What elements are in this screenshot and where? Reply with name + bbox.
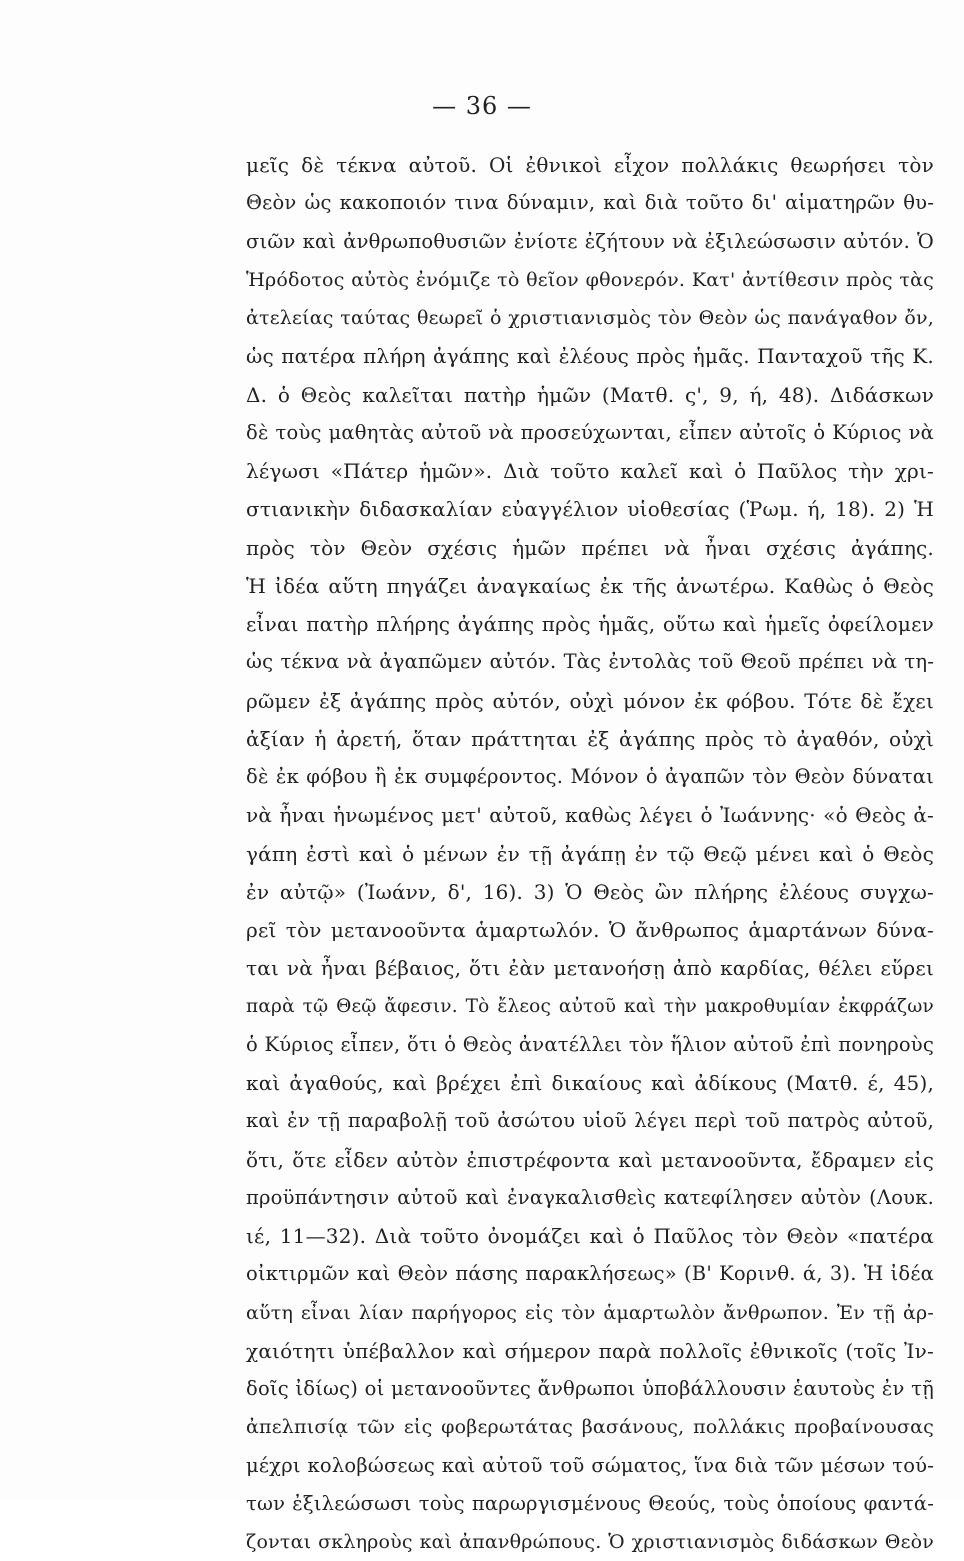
text-line: ὡς τέκνα νὰ ἀγαπῶμεν αὐτόν. Τὰς ἐντολὰς τοῦ Θεοῦ πρέπει νὰ τη- bbox=[246, 650, 934, 674]
body-text bbox=[246, 146, 934, 1561]
text-line: παρὰ τῷ Θεῷ ἄφεσιν. Τὸ ἔλεος αὐτοῦ καὶ τὴν μακροθυμίαν ἐκφράζων bbox=[246, 995, 934, 1017]
text-line: ἀτελείας ταύτας θεωρεῖ ὁ χριστιανισμὸς τὸν Θεὸν ὡς πανάγαθον ὄν, bbox=[246, 307, 934, 329]
text-line: ὁ Κύριος εἶπεν, ὅτι ὁ Θεὸς ἀνατέλλει τὸν ἥλιον αὐτοῦ ἐπὶ πονηροὺς bbox=[246, 1032, 934, 1056]
text-line: σιῶν καὶ ἀνθρωποθυσιῶν ἐνίοτε ἐζήτουν νὰ ἐξιλεώσωσιν αὐτόν. Ὁ bbox=[246, 229, 934, 253]
text-line: στιανικὴν διδασκαλίαν εὐαγγέλιον υἱοθεσίας (Ῥωμ. ή, 18). 2) Ἡ bbox=[246, 497, 934, 522]
text-line: μεῖς δὲ τέκνα αὐτοῦ. Οἱ ἐθνικοὶ εἶχον πολλάκις θεωρήσει τὸν bbox=[246, 153, 934, 177]
text-line: εἶναι πατὴρ πλήρης ἀγάπης πρὸς ἡμᾶς, οὕτω καὶ ἡμεῖς ὀφείλομεν bbox=[246, 612, 934, 636]
text-line: ρεῖ τὸν μετανοοῦντα ἁμαρτωλόν. Ὁ ἄνθρωπος ἁμαρτάνων δύνα- bbox=[246, 918, 934, 942]
text-line: χαιότητι ὑπέβαλλον καὶ σήμερον παρὰ πολλοῖς ἐθνικοῖς (τοῖς Ἰν- bbox=[246, 1338, 934, 1363]
text-line: ἀπελπισίᾳ τῶν εἰς φοβερωτάτας βασάνους, πολλάκις προβαίνουσας bbox=[246, 1416, 934, 1439]
text-line: των ἐξιλεώσωσι τοὺς παρωργισμένους Θεούς, τοὺς ὁποίους φαντά- bbox=[246, 1491, 934, 1515]
text-line: ὡς πατέρα πλήρη ἀγάπης καὶ ἐλέους πρὸς ἡμᾶς. Πανταχοῦ τῆς Κ. bbox=[246, 344, 934, 369]
text-line: δὲ ἐκ φόβου ἢ ἐκ συμφέροντος. Μόνον ὁ ἀγαπῶν τὸν Θεὸν δύναται bbox=[246, 765, 934, 788]
text-line: λέγωσι «Πάτερ ἡμῶν». Διὰ τοῦτο καλεῖ καὶ ὁ Παῦλος τὴν χρι- bbox=[246, 459, 934, 483]
text-line: δοῖς ἰδίως) οἱ μετανοοῦντες ἄνθρωποι ὑποβάλλουσιν ἑαυτοὺς ἐν τῇ bbox=[246, 1377, 934, 1400]
text-line: Ἡρόδοτος αὐτὸς ἐνόμιζε τὸ θεῖον φθονερόν. Κατ' ἀντίθεσιν πρὸς τὰς bbox=[246, 268, 934, 291]
text-line: αὕτη εἶναι λίαν παρήγορος εἰς τὸν ἁμαρτωλὸν ἄνθρωπον. Ἐν τῇ ἀρ- bbox=[246, 1301, 934, 1324]
text-line: ιέ, 11—32). Διὰ τοῦτο ὀνομάζει καὶ ὁ Παῦλος τὸν Θεὸν «πατέρα bbox=[246, 1224, 934, 1248]
text-line: προϋπάντησιν αὐτοῦ καὶ ἐναγκαλισθεὶς κατεφίλησεν αὐτὸν (Λουκ. bbox=[246, 1185, 934, 1209]
text-line: Δ. ὁ Θεὸς καλεῖται πατὴρ ἡμῶν (Ματθ. ς', 9, ή, 48). Διδάσκων bbox=[246, 382, 934, 407]
text-line: ται νὰ ἦναι βέβαιος, ὅτι ἐὰν μετανοήσῃ ἀπὸ καρδίας, θέλει εὕρει bbox=[246, 956, 934, 981]
text-line: μέχρι κολοβώσεως καὶ αὐτοῦ τοῦ σώματος, ἵνα διὰ τῶν μέσων τού- bbox=[246, 1453, 934, 1477]
text-line: καὶ ἐν τῇ παραβολῇ τοῦ ἀσώτου υἱοῦ λέγει περὶ τοῦ πατρὸς αὐτοῦ, bbox=[246, 1109, 934, 1133]
text-line: δὲ τοὺς μαθητὰς αὐτοῦ νὰ προσεύχωνται, εἶπεν αὐτοῖς ὁ Κύριος νὰ bbox=[246, 420, 934, 444]
text-line: ἀξίαν ἡ ἀρετή, ὅταν πράττηται ἐξ ἀγάπης πρὸς τὸ ἀγαθόν, οὐχὶ bbox=[246, 726, 934, 751]
text-line: καὶ ἀγαθούς, καὶ βρέχει ἐπὶ δικαίους καὶ ἀδίκους (Ματθ. έ, 45), bbox=[246, 1071, 934, 1095]
text-line: Ἡ ἰδέα αὕτη πηγάζει ἀναγκαίως ἐκ τῆς ἀνωτέρω. Καθὼς ὁ Θεὸς bbox=[246, 573, 934, 598]
text-line: ἐν αὐτῷ» (Ἰωάνν, δ', 16). 3) Ὁ Θεὸς ὢν πλήρης ἐλέους συγχω- bbox=[246, 879, 934, 904]
text-line: ρῶμεν ἐξ ἀγάπης πρὸς αὐτόν, οὐχὶ μόνον ἐκ φόβου. Τότε δὲ ἔχει bbox=[246, 688, 934, 713]
text-line: πρὸς τὸν Θεὸν σχέσις ἡμῶν πρέπει νὰ ἦναι σχέσις ἀγάπης. bbox=[246, 535, 934, 560]
text-line: οἰκτιρμῶν καὶ Θεὸν πάσης παρακλήσεως» (Β' Κορινθ. ά, 3). Ἡ ἰδέα bbox=[246, 1262, 934, 1286]
text-line: ὅτι, ὅτε εἶδεν αὐτὸν ἐπιστρέφοντα καὶ μετανοοῦντα, ἔδραμεν εἰς bbox=[246, 1147, 934, 1172]
text-line: γάπη ἐστὶ καὶ ὁ μένων ἐν τῇ ἀγάπῃ ἐν τῷ Θεῷ μένει καὶ ὁ Θεὸς bbox=[246, 841, 934, 866]
page-number: — 36 — bbox=[432, 92, 532, 120]
text-line: Θεὸν ὡς κακοποιόν τινα δύναμιν, καὶ διὰ τοῦτο δι' αἱματηρῶν θυ- bbox=[246, 191, 934, 215]
text-line: ζονται σκληροὺς καὶ ἀπανθρώπους. Ὁ χριστιανισμὸς διδάσκων Θεὸν bbox=[246, 1531, 934, 1553]
text-line: νὰ ἦναι ἡνωμένος μετ' αὐτοῦ, καθὼς λέγει ὁ Ἰωάννης· «ὁ Θεὸς ἀ- bbox=[246, 803, 934, 828]
